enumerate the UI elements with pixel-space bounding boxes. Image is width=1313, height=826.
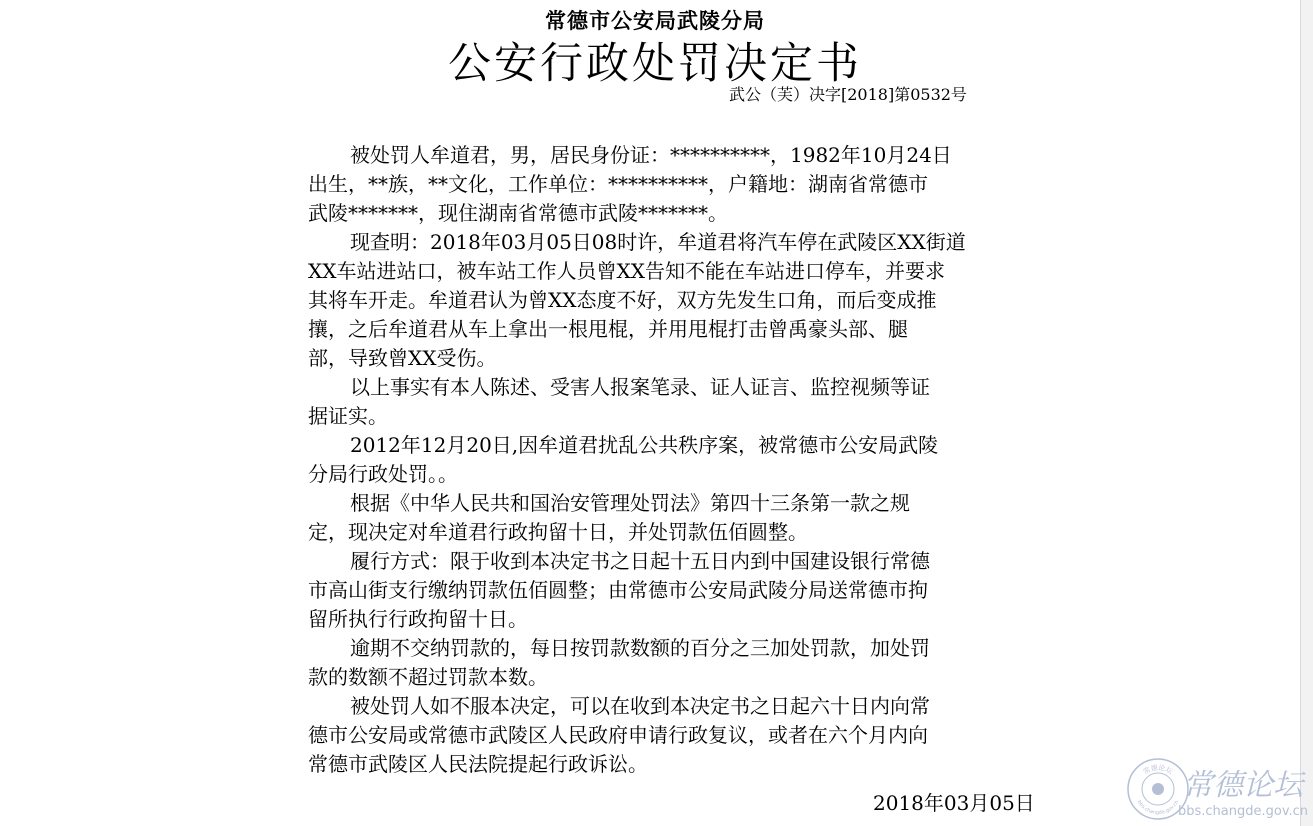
paragraph-decision: 根据《中华人民共和国治安管理处罚法》第四十三条第一款之规 定，现决定对牟道君行政拘留十日，并处罚款伍佰圆整。 <box>308 491 910 544</box>
paragraph-execution: 履行方式：限于收到本决定书之日起十五日内到中国建设银行常德 市高山街支行缴纳罚款伍佰圆整；由常德市公安局武陵分局送常德市拘 留所执行行政拘留十日。 <box>308 549 930 631</box>
paragraph-facts: 现查明：2018年03月05日08时许，牟道君将汽车停在武陵区XX街道 XX车站进站口，被车站工作人员曾XX告知不能在车站进口停车，并要求 其将车开走。牟道君认为曾XX态度不好，双方先发生口角，而后变成推 攘，之后牟道君从车上拿出一根甩棍，并用甩棍打击曾禹豪头部、腿 部，导致曾XX受伤。 <box>308 230 966 370</box>
paragraph-appeal-rights: 被处罚人如不服本决定，可以在收到本决定书之日起六十日内向常 德市公安局或常德市武陵区人民政府申请行政复议，或者在六个月内向 常德市武陵区人民法院提起行政诉讼。 <box>308 694 930 776</box>
paragraph-evidence: 以上事实有本人陈述、受害人报案笔录、证人证言、监控视频等证 据证实。 <box>308 375 930 428</box>
svg-text:常德论坛: 常德论坛 <box>1183 768 1303 803</box>
document-body <box>308 141 996 779</box>
window-right-edge <box>1300 0 1313 826</box>
document-number: 武公（芙）决字[2018]第0532号 <box>729 85 967 104</box>
forum-brand-text <box>1183 763 1303 803</box>
forum-watermark <box>1126 757 1309 821</box>
svg-text:bbs.changde.gov.cn: bbs.changde.gov.cn <box>1177 804 1309 819</box>
signature-date: 2018年03月05日 <box>873 791 1035 815</box>
svg-text:bbs.changde.gov.cn: bbs.changde.gov.cn <box>1135 799 1181 817</box>
paragraph-prior-record: 2012年12月20日,因牟道君扰乱公共秩序案，被常德市公安局武陵 分局行政处罚。。 <box>308 433 939 486</box>
forum-url-text <box>1177 801 1309 819</box>
document-title: 公安行政处罚决定书 <box>448 39 862 89</box>
paragraph-offender-info: 被处罚人牟道君，男，居民身份证：**********，1982年10月24日 出生，**族，**文化，工作单位：**********，户籍地：湖南省常德市 武陵*******，现住湖南省常德市武陵*******。 <box>308 143 952 225</box>
svg-text:常德论坛: 常德论坛 <box>1141 763 1175 777</box>
issuing-agency: 常德市公安局武陵分局 <box>545 9 765 33</box>
paragraph-late-payment: 逾期不交纳罚款的，每日按罚款数额的百分之三加处罚款，加处罚 款的数额不超过罚款本数。 <box>308 636 930 689</box>
